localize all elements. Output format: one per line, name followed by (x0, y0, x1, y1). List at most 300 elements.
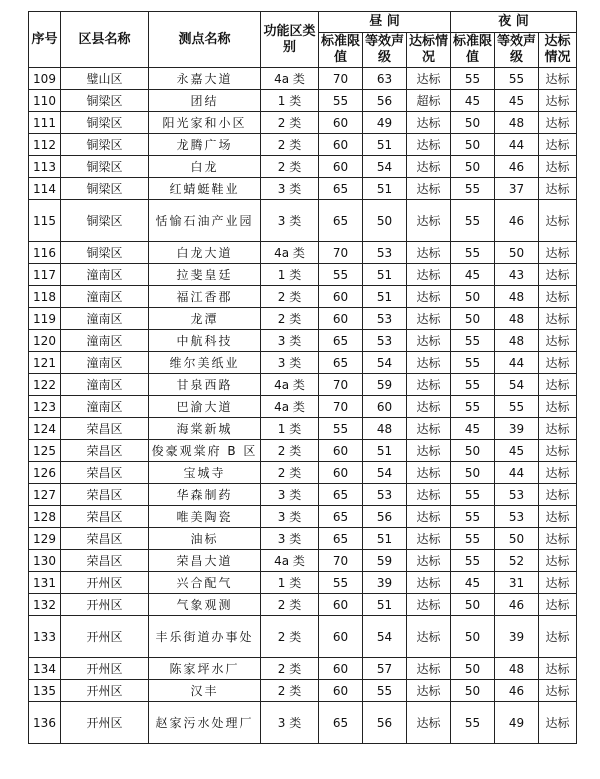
row-district: 潼南区 (61, 308, 149, 330)
row-seq: 128 (29, 506, 61, 528)
row-day-std: 70 (319, 396, 363, 418)
row-night-status: 达标 (539, 484, 577, 506)
row-night-level: 46 (495, 200, 539, 242)
table-row (29, 396, 577, 418)
table-row (29, 330, 577, 352)
row-site: 俊豪观棠府 B 区 (149, 440, 261, 462)
row-night-status: 达标 (539, 242, 577, 264)
row-site: 油标 (149, 528, 261, 550)
row-district: 铜梁区 (61, 178, 149, 200)
row-site: 红蜻蜓鞋业 (149, 178, 261, 200)
row-seq: 118 (29, 286, 61, 308)
row-night-status: 达标 (539, 506, 577, 528)
row-day-status: 达标 (407, 506, 451, 528)
table-row (29, 374, 577, 396)
row-day-std: 60 (319, 594, 363, 616)
row-seq: 113 (29, 156, 61, 178)
row-zone: 4a 类 (261, 396, 319, 418)
row-night-std: 55 (451, 242, 495, 264)
row-day-std: 60 (319, 308, 363, 330)
row-site: 拉斐皇廷 (149, 264, 261, 286)
table-row (29, 594, 577, 616)
row-seq: 120 (29, 330, 61, 352)
row-site: 荣昌大道 (149, 550, 261, 572)
table-row (29, 702, 577, 744)
row-night-std: 55 (451, 178, 495, 200)
row-district: 荣昌区 (61, 506, 149, 528)
row-seq: 119 (29, 308, 61, 330)
row-night-status: 达标 (539, 374, 577, 396)
row-day-level: 50 (363, 200, 407, 242)
row-night-level: 39 (495, 616, 539, 658)
row-zone: 4a 类 (261, 374, 319, 396)
row-zone: 2 类 (261, 286, 319, 308)
row-day-std: 70 (319, 550, 363, 572)
row-night-std: 50 (451, 594, 495, 616)
row-seq: 136 (29, 702, 61, 744)
row-district: 开州区 (61, 702, 149, 744)
row-zone: 3 类 (261, 484, 319, 506)
row-night-level: 46 (495, 594, 539, 616)
row-day-std: 60 (319, 658, 363, 680)
row-site: 汉丰 (149, 680, 261, 702)
row-night-std: 50 (451, 134, 495, 156)
row-seq: 133 (29, 616, 61, 658)
table-row (29, 90, 577, 112)
header-day: 昼 间 (319, 12, 451, 33)
header-day-status: 达标情况 (407, 33, 451, 68)
row-night-std: 50 (451, 286, 495, 308)
row-night-std: 45 (451, 418, 495, 440)
row-night-status: 达标 (539, 112, 577, 134)
row-site: 丰乐街道办事处 (149, 616, 261, 658)
row-night-std: 55 (451, 528, 495, 550)
row-district: 潼南区 (61, 352, 149, 374)
table-row (29, 440, 577, 462)
row-day-level: 39 (363, 572, 407, 594)
row-night-level: 52 (495, 550, 539, 572)
row-night-level: 45 (495, 440, 539, 462)
row-zone: 1 类 (261, 90, 319, 112)
row-night-level: 48 (495, 112, 539, 134)
row-seq: 121 (29, 352, 61, 374)
row-day-level: 51 (363, 264, 407, 286)
row-night-level: 48 (495, 308, 539, 330)
row-night-level: 53 (495, 506, 539, 528)
header-night-level: 等效声级 (495, 33, 539, 68)
row-seq: 114 (29, 178, 61, 200)
row-day-status: 达标 (407, 702, 451, 744)
table-row (29, 462, 577, 484)
row-night-status: 达标 (539, 352, 577, 374)
row-night-std: 50 (451, 616, 495, 658)
row-night-level: 55 (495, 396, 539, 418)
row-zone: 2 类 (261, 616, 319, 658)
row-zone: 3 类 (261, 702, 319, 744)
row-night-std: 55 (451, 702, 495, 744)
row-day-status: 达标 (407, 178, 451, 200)
row-night-std: 55 (451, 374, 495, 396)
row-seq: 125 (29, 440, 61, 462)
row-site: 龙腾广场 (149, 134, 261, 156)
table-row (29, 506, 577, 528)
row-site: 甘泉西路 (149, 374, 261, 396)
table-row (29, 616, 577, 658)
table-row (29, 528, 577, 550)
row-night-level: 37 (495, 178, 539, 200)
row-site: 宝城寺 (149, 462, 261, 484)
row-day-std: 65 (319, 330, 363, 352)
table-row (29, 352, 577, 374)
row-site: 恬愉石油产业园 (149, 200, 261, 242)
row-night-std: 50 (451, 658, 495, 680)
row-day-level: 55 (363, 680, 407, 702)
row-night-level: 44 (495, 462, 539, 484)
row-day-status: 达标 (407, 264, 451, 286)
row-day-level: 54 (363, 462, 407, 484)
header-day-level: 等效声级 (363, 33, 407, 68)
row-district: 荣昌区 (61, 418, 149, 440)
row-zone: 1 类 (261, 264, 319, 286)
row-seq: 123 (29, 396, 61, 418)
row-day-status: 达标 (407, 134, 451, 156)
row-night-std: 50 (451, 112, 495, 134)
row-day-std: 60 (319, 286, 363, 308)
row-day-std: 65 (319, 484, 363, 506)
row-night-std: 50 (451, 462, 495, 484)
noise-table-container (28, 11, 577, 744)
row-night-level: 43 (495, 264, 539, 286)
row-district: 潼南区 (61, 396, 149, 418)
table-row (29, 484, 577, 506)
row-district: 开州区 (61, 594, 149, 616)
row-day-level: 59 (363, 374, 407, 396)
row-site: 团结 (149, 90, 261, 112)
row-day-std: 70 (319, 242, 363, 264)
row-site: 维尔美纸业 (149, 352, 261, 374)
row-site: 阳光家和小区 (149, 112, 261, 134)
row-night-status: 达标 (539, 134, 577, 156)
row-day-level: 56 (363, 90, 407, 112)
row-day-level: 53 (363, 330, 407, 352)
row-day-level: 56 (363, 506, 407, 528)
row-day-status: 达标 (407, 112, 451, 134)
row-district: 开州区 (61, 680, 149, 702)
row-seq: 126 (29, 462, 61, 484)
table-row (29, 680, 577, 702)
row-night-std: 45 (451, 264, 495, 286)
row-day-std: 60 (319, 440, 363, 462)
row-zone: 2 类 (261, 156, 319, 178)
header-night-status: 达标情况 (539, 33, 577, 68)
row-night-status: 达标 (539, 264, 577, 286)
row-day-level: 53 (363, 242, 407, 264)
row-seq: 109 (29, 68, 61, 90)
table-row (29, 308, 577, 330)
row-day-std: 60 (319, 680, 363, 702)
row-night-std: 50 (451, 440, 495, 462)
table-row (29, 658, 577, 680)
row-day-status: 达标 (407, 594, 451, 616)
table-body (29, 68, 577, 744)
row-seq: 127 (29, 484, 61, 506)
row-night-std: 55 (451, 352, 495, 374)
row-night-level: 54 (495, 374, 539, 396)
row-site: 白龙大道 (149, 242, 261, 264)
row-day-status: 达标 (407, 200, 451, 242)
row-day-status: 达标 (407, 658, 451, 680)
row-district: 荣昌区 (61, 528, 149, 550)
row-day-level: 53 (363, 308, 407, 330)
row-night-status: 达标 (539, 702, 577, 744)
row-seq: 124 (29, 418, 61, 440)
row-zone: 1 类 (261, 572, 319, 594)
row-day-std: 55 (319, 90, 363, 112)
row-day-level: 53 (363, 484, 407, 506)
row-night-status: 达标 (539, 308, 577, 330)
row-day-level: 51 (363, 528, 407, 550)
row-district: 荣昌区 (61, 462, 149, 484)
row-day-status: 达标 (407, 484, 451, 506)
row-night-level: 44 (495, 352, 539, 374)
table-row (29, 286, 577, 308)
row-day-level: 51 (363, 594, 407, 616)
row-night-std: 55 (451, 330, 495, 352)
row-seq: 134 (29, 658, 61, 680)
row-site: 海棠新城 (149, 418, 261, 440)
row-day-level: 51 (363, 440, 407, 462)
row-district: 璧山区 (61, 68, 149, 90)
row-day-level: 49 (363, 112, 407, 134)
row-day-level: 59 (363, 550, 407, 572)
row-night-std: 55 (451, 506, 495, 528)
row-night-status: 达标 (539, 462, 577, 484)
row-day-status: 达标 (407, 242, 451, 264)
row-zone: 2 类 (261, 440, 319, 462)
row-site: 中航科技 (149, 330, 261, 352)
row-day-status: 达标 (407, 462, 451, 484)
row-day-std: 55 (319, 418, 363, 440)
row-night-status: 达标 (539, 680, 577, 702)
row-night-level: 49 (495, 702, 539, 744)
row-day-std: 70 (319, 374, 363, 396)
row-day-status: 达标 (407, 396, 451, 418)
row-day-std: 70 (319, 68, 363, 90)
row-day-status: 达标 (407, 572, 451, 594)
row-night-level: 46 (495, 156, 539, 178)
row-night-std: 50 (451, 156, 495, 178)
row-district: 铜梁区 (61, 112, 149, 134)
row-district: 潼南区 (61, 264, 149, 286)
row-night-level: 50 (495, 242, 539, 264)
row-day-level: 63 (363, 68, 407, 90)
noise-monitoring-table (28, 11, 577, 744)
row-site: 赵家污水处理厂 (149, 702, 261, 744)
row-day-std: 60 (319, 134, 363, 156)
row-seq: 112 (29, 134, 61, 156)
row-site: 唯美陶瓷 (149, 506, 261, 528)
row-night-std: 45 (451, 90, 495, 112)
row-zone: 3 类 (261, 352, 319, 374)
row-day-status: 达标 (407, 528, 451, 550)
row-district: 铜梁区 (61, 242, 149, 264)
row-site: 福江香郡 (149, 286, 261, 308)
row-night-level: 31 (495, 572, 539, 594)
row-zone: 2 类 (261, 112, 319, 134)
row-day-std: 65 (319, 506, 363, 528)
row-night-level: 39 (495, 418, 539, 440)
row-zone: 3 类 (261, 528, 319, 550)
row-district: 潼南区 (61, 286, 149, 308)
row-zone: 4a 类 (261, 550, 319, 572)
row-day-status: 达标 (407, 286, 451, 308)
row-night-status: 达标 (539, 550, 577, 572)
row-day-status: 达标 (407, 330, 451, 352)
row-seq: 135 (29, 680, 61, 702)
table-row (29, 242, 577, 264)
row-district: 铜梁区 (61, 90, 149, 112)
row-night-status: 达标 (539, 658, 577, 680)
row-day-std: 65 (319, 528, 363, 550)
row-seq: 110 (29, 90, 61, 112)
row-day-status: 达标 (407, 68, 451, 90)
row-day-status: 达标 (407, 374, 451, 396)
row-day-level: 60 (363, 396, 407, 418)
row-day-std: 65 (319, 702, 363, 744)
row-day-level: 54 (363, 156, 407, 178)
row-district: 荣昌区 (61, 484, 149, 506)
row-night-status: 达标 (539, 68, 577, 90)
row-night-status: 达标 (539, 616, 577, 658)
row-district: 开州区 (61, 616, 149, 658)
row-zone: 3 类 (261, 330, 319, 352)
row-district: 开州区 (61, 572, 149, 594)
header-site: 测点名称 (149, 12, 261, 68)
table-row (29, 572, 577, 594)
row-day-status: 达标 (407, 418, 451, 440)
row-day-level: 56 (363, 702, 407, 744)
row-day-status: 超标 (407, 90, 451, 112)
row-day-level: 54 (363, 616, 407, 658)
row-district: 荣昌区 (61, 550, 149, 572)
header-seq: 序号 (29, 12, 61, 68)
table-row (29, 264, 577, 286)
row-district: 潼南区 (61, 374, 149, 396)
row-zone: 2 类 (261, 680, 319, 702)
row-day-std: 65 (319, 352, 363, 374)
table-row (29, 156, 577, 178)
row-seq: 129 (29, 528, 61, 550)
row-day-std: 65 (319, 178, 363, 200)
row-night-status: 达标 (539, 178, 577, 200)
header-night: 夜 间 (451, 12, 577, 33)
row-night-status: 达标 (539, 156, 577, 178)
row-night-status: 达标 (539, 440, 577, 462)
row-day-std: 60 (319, 156, 363, 178)
row-day-level: 57 (363, 658, 407, 680)
row-day-level: 51 (363, 134, 407, 156)
row-seq: 131 (29, 572, 61, 594)
table-row (29, 178, 577, 200)
row-district: 潼南区 (61, 330, 149, 352)
row-zone: 2 类 (261, 658, 319, 680)
row-site: 永嘉大道 (149, 68, 261, 90)
header-zone: 功能区类别 (261, 12, 319, 68)
row-site: 华森制药 (149, 484, 261, 506)
row-zone: 3 类 (261, 506, 319, 528)
row-day-status: 达标 (407, 680, 451, 702)
row-zone: 1 类 (261, 418, 319, 440)
row-seq: 115 (29, 200, 61, 242)
header-day-std: 标准限值 (319, 33, 363, 68)
row-night-level: 50 (495, 528, 539, 550)
row-night-std: 55 (451, 68, 495, 90)
row-zone: 2 类 (261, 462, 319, 484)
row-night-status: 达标 (539, 90, 577, 112)
row-site: 白龙 (149, 156, 261, 178)
table-row (29, 112, 577, 134)
row-night-std: 50 (451, 680, 495, 702)
row-night-level: 48 (495, 330, 539, 352)
row-night-std: 45 (451, 572, 495, 594)
table-row (29, 68, 577, 90)
row-site: 龙潭 (149, 308, 261, 330)
row-day-status: 达标 (407, 440, 451, 462)
row-zone: 4a 类 (261, 242, 319, 264)
row-zone: 2 类 (261, 308, 319, 330)
row-night-status: 达标 (539, 200, 577, 242)
row-night-level: 46 (495, 680, 539, 702)
table-row (29, 418, 577, 440)
row-night-level: 48 (495, 286, 539, 308)
row-night-level: 44 (495, 134, 539, 156)
row-seq: 116 (29, 242, 61, 264)
row-zone: 2 类 (261, 134, 319, 156)
row-district: 开州区 (61, 658, 149, 680)
row-zone: 3 类 (261, 200, 319, 242)
row-night-level: 45 (495, 90, 539, 112)
row-night-std: 55 (451, 200, 495, 242)
row-district: 荣昌区 (61, 440, 149, 462)
table-row (29, 134, 577, 156)
row-day-status: 达标 (407, 616, 451, 658)
header-district: 区县名称 (61, 12, 149, 68)
row-night-status: 达标 (539, 418, 577, 440)
row-day-status: 达标 (407, 550, 451, 572)
row-night-level: 55 (495, 68, 539, 90)
row-seq: 132 (29, 594, 61, 616)
row-day-status: 达标 (407, 352, 451, 374)
row-site: 陈家坪水厂 (149, 658, 261, 680)
row-day-std: 55 (319, 264, 363, 286)
row-site: 气象观测 (149, 594, 261, 616)
row-district: 铜梁区 (61, 156, 149, 178)
row-day-status: 达标 (407, 156, 451, 178)
row-day-level: 51 (363, 286, 407, 308)
row-district: 铜梁区 (61, 200, 149, 242)
row-day-status: 达标 (407, 308, 451, 330)
table-row (29, 200, 577, 242)
row-day-std: 55 (319, 572, 363, 594)
table-row (29, 550, 577, 572)
row-night-level: 48 (495, 658, 539, 680)
row-day-std: 60 (319, 112, 363, 134)
row-night-std: 50 (451, 308, 495, 330)
row-zone: 4a 类 (261, 68, 319, 90)
row-night-status: 达标 (539, 572, 577, 594)
row-night-std: 55 (451, 550, 495, 572)
row-night-status: 达标 (539, 286, 577, 308)
